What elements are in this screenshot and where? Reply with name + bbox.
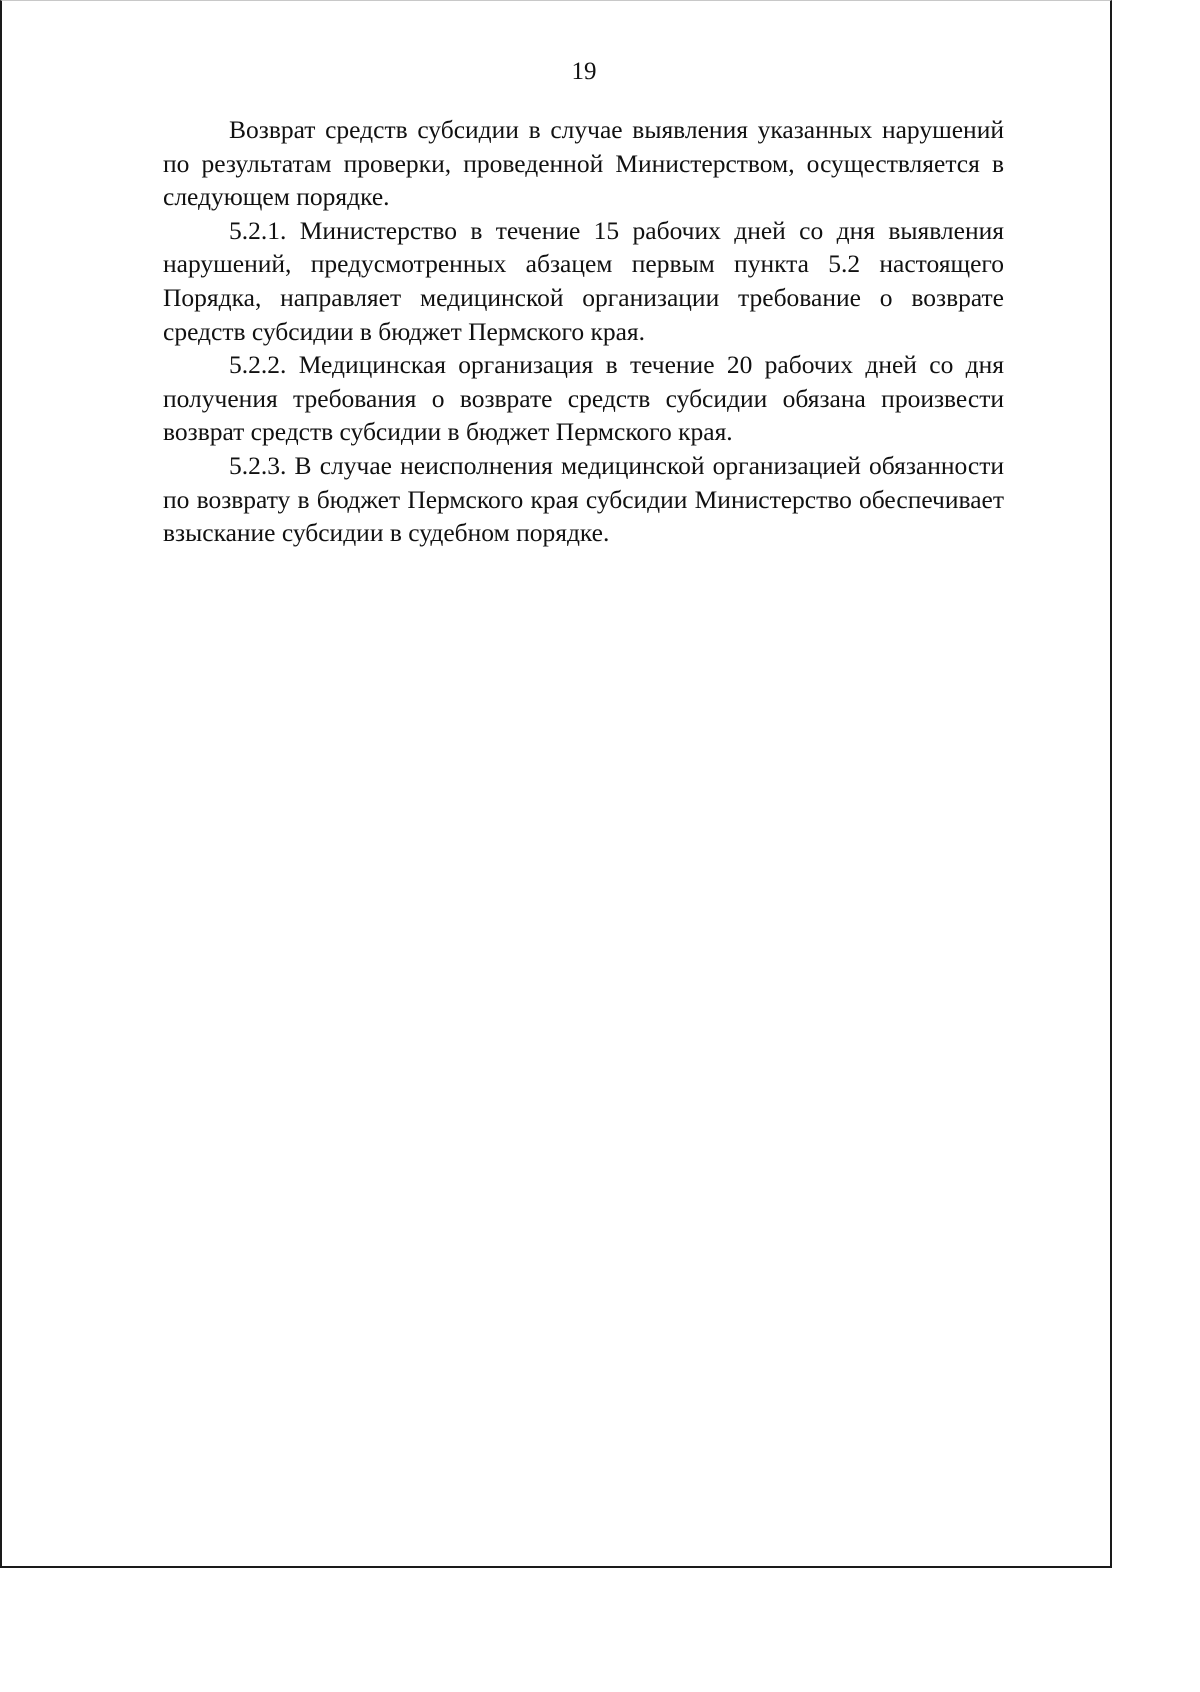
paragraph-5-2-2: 5.2.2. Медицинская организация в течение 20 рабочих дней со дня получения требования о возврате средств субсидии обязана произвести возврат средств субсидии в бюджет Пермского края.: [163, 350, 1004, 447]
page-number: 19: [571, 58, 597, 85]
paragraph-5-2-3: 5.2.3. В случае неисполнения медицинской организацией обязанности по возврату в бюджет Пермского края субсидии Министерство обеспечивает взыскание субсидии в судебном порядке.: [163, 450, 1004, 548]
document-body: [163, 113, 1004, 550]
paragraph-5-2-1: 5.2.1. Министерство в течение 15 рабочих дней со дня выявления нарушений, предусмотренных абзацем первым пункта 5.2 настоящего Порядка, направляет медицинской организации требование о возврате средств субсидии в бюджет Пермского края.: [163, 215, 1004, 346]
paragraph-refund-procedure: Возврат средств субсидии в случае выявления указанных нарушений по результатам проверки, проведенной Министерством, осуществляется в следующем порядке.: [163, 115, 1004, 212]
